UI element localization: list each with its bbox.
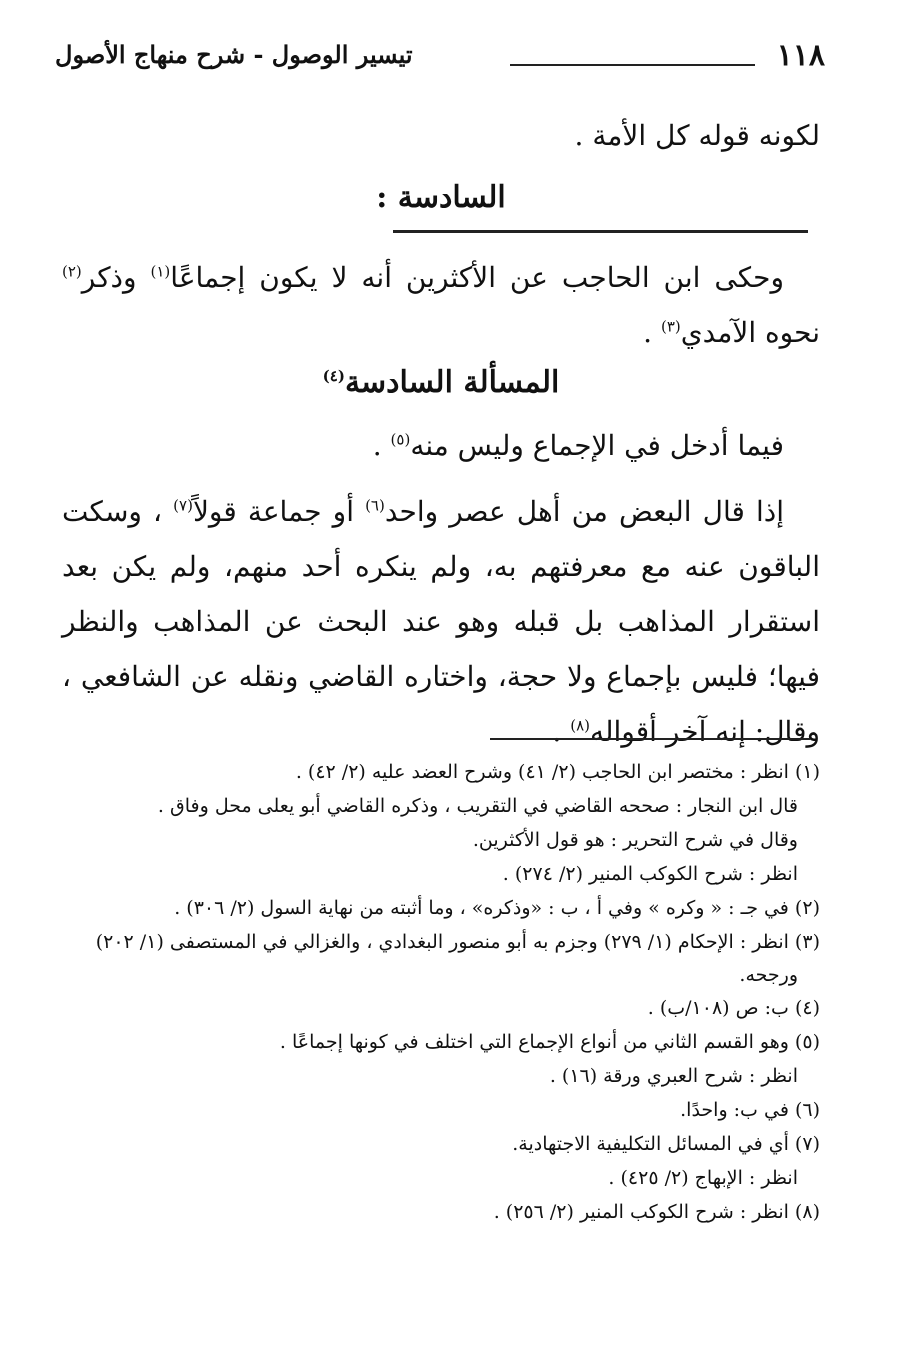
footnote-3-continuation: ورجحه. (739, 964, 798, 986)
footnote-4: (٤) ب: ص (١٠٨/ب) . (647, 997, 820, 1019)
paragraph-1-block (62, 108, 820, 163)
footnote-ref-7: (٧) (173, 496, 193, 515)
heading-rule (393, 230, 808, 233)
footnote-ref-4: (٤) (322, 367, 345, 385)
heading-2-block (62, 355, 820, 410)
footnote-1-line-4: انظر : شرح الكوكب المنير (٢/ ٢٧٤) . (502, 863, 798, 885)
running-title: تيسير الوصول - شرح منهاج الأصول (55, 40, 413, 69)
footnote-1-line-2: قال ابن النجار : صححه القاضي في التقريب ، وذكره القاضي أبو يعلى محل وفاق . (157, 795, 798, 817)
paragraph-4 (62, 484, 820, 759)
paragraph-3-text-a: فيما أدخل في الإجماع وليس منه (410, 429, 784, 462)
paragraph-4-text-b: أو جماعة قولاً (192, 495, 366, 528)
footnote-7: (٧) أي في المسائل التكليفية الاجتهادية. (512, 1133, 820, 1155)
page-number: ١١٨ (776, 38, 825, 73)
paragraph-2-block (62, 250, 820, 360)
section-heading-sixth-issue (62, 355, 820, 410)
paragraph-1: لكونه قوله كل الأمة . (574, 119, 820, 152)
footnote-2: (٢) في جـ : « وكره » وفي أ ، ب : «وذكره» ، وما أثبته من نهاية السول (٢/ ٣٠٦) . (174, 897, 820, 919)
paragraph-3-text-b: . (372, 429, 391, 462)
header-rule (510, 64, 755, 66)
paragraph-4-text-c: ، وسكت الباقون عنه مع معرفتهم به، ولم ينكره أحد منهم، ولم يكن بعد استقرار المذاهب بل قبله وهو عند البحث عن المذاهب والنظر فيها؛ فليس بإجماع ولا حجة، واختاره القاضي ونقله عن الشافعي ، وقال: إنه آخر أقواله (62, 495, 820, 748)
paragraph-3-block (62, 418, 820, 473)
paragraph-4-text-d: . (552, 715, 571, 748)
paragraph-2-text-d: . (643, 316, 661, 349)
page-header (55, 38, 825, 88)
footnote-5-line-2: انظر : شرح العبري ورقة (١٦) . (549, 1065, 798, 1087)
footnote-1-line-3: وقال في شرح التحرير : هو قول الأكثرين. (472, 829, 798, 851)
footnote-5: (٥) وهو القسم الثاني من أنواع الإجماع التي اختلف في كونها إجماعًا . (279, 1031, 820, 1053)
paragraph-4-block (62, 484, 820, 759)
footnote-7-line-2: انظر : الإبهاج (٢/ ٤٢٥) . (608, 1167, 798, 1189)
footnote-ref-2: (٢) (62, 262, 82, 281)
footnote-3 (55, 925, 820, 991)
footnote-ref-5: (٥) (390, 430, 411, 449)
paragraph-4-text-a: إذا قال البعض من أهل عصر واحد (384, 495, 785, 528)
footnote-3-text: (٣) انظر : الإحكام (١/ ٢٧٩) وجزم به أبو منصور البغدادي ، والغزالي في المستصفى (١/ ٢٠٢) (95, 931, 820, 953)
paragraph-2-text-a: وحكى ابن الحاجب عن الأكثرين أنه لا يكون إجماعًا (170, 261, 784, 294)
paragraph-2-text-b: وذكر (81, 261, 151, 294)
footnote-6: (٦) في ب: واحدًا. (680, 1099, 820, 1121)
footnote-ref-6: (٦) (365, 496, 385, 515)
section-heading-sixth: السادسة : (376, 180, 506, 215)
footnote-ref-1: (١) (150, 262, 171, 281)
footnote-separator (490, 738, 810, 740)
paragraph-2-text-c: نحوه الآمدي (680, 316, 820, 349)
footnote-ref-3: (٣) (660, 317, 681, 336)
footnote-ref-8: (٨) (570, 716, 590, 735)
paragraph-3 (62, 418, 820, 473)
heading-2-text: المسألة السادسة (344, 365, 560, 400)
paragraph-2 (62, 250, 820, 360)
footnote-1: (١) انظر : مختصر ابن الحاجب (٢/ ٤١) وشرح العضد عليه (٢/ ٤٢) . (295, 761, 820, 783)
heading-1-block (62, 170, 820, 225)
footnote-8: (٨) انظر : شرح الكوكب المنير (٢/ ٢٥٦) . (493, 1201, 820, 1223)
footnotes (55, 755, 820, 1229)
